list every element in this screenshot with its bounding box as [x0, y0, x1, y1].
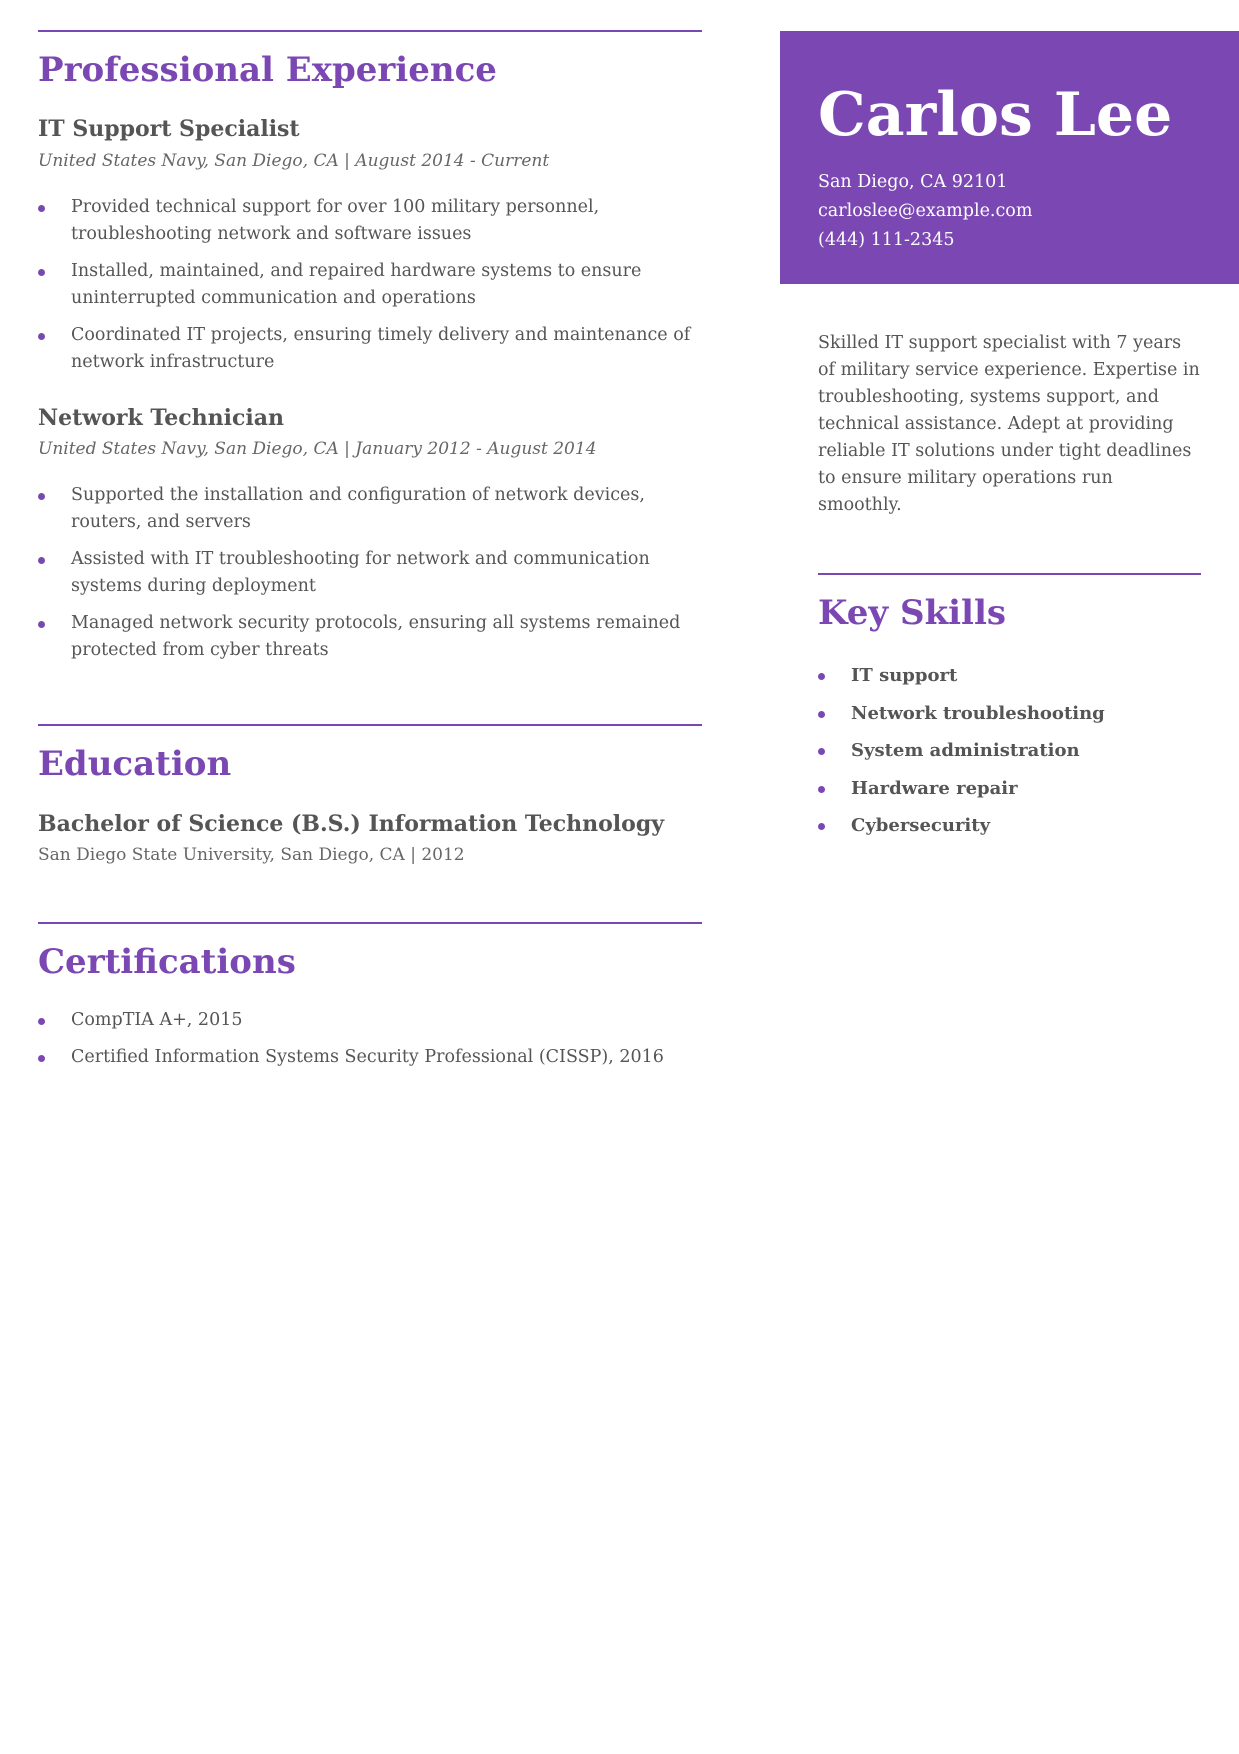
section-title-experience: Professional Experience	[38, 50, 497, 90]
section-title-education: Education	[38, 744, 232, 785]
contact-phone: (444) 111-2345	[818, 230, 955, 250]
skills-list	[818, 662, 1201, 839]
name-header	[780, 31, 1239, 284]
school-info: San Diego State University, San Diego, CA | 2012	[38, 845, 465, 866]
job-title: IT Support Specialist	[38, 116, 300, 143]
degree-title: Bachelor of Science (B.S.) Information Technology	[38, 810, 664, 837]
education-section	[38, 724, 702, 868]
skill-item: Cybersecurity	[818, 812, 1201, 839]
job-meta: United States Navy, San Diego, CA | January 2012 - August 2014	[38, 439, 597, 460]
certification-item: Certified Information Systems Security Professional (CISSP), 2016	[38, 1044, 702, 1071]
job-title: Network Technician	[38, 404, 284, 431]
right-column	[780, 31, 1239, 850]
section-title-certifications: Certifications	[38, 941, 296, 982]
skill-item: IT support	[818, 662, 1201, 689]
job-entry	[38, 115, 702, 375]
bullet-item: Coordinated IT projects, ensuring timely delivery and maintenance of network infrastructure	[38, 322, 702, 376]
skill-item: Hardware repair	[818, 775, 1201, 802]
contact-info	[818, 168, 1201, 255]
section-title-skills: Key Skills	[818, 593, 1007, 633]
candidate-name: Carlos Lee	[818, 80, 1173, 150]
bullet-item: Provided technical support for over 100 military personnel, troubleshooting network and software issues	[38, 194, 702, 248]
bullet-item: Assisted with IT troubleshooting for network and communication systems during deployment	[38, 546, 702, 600]
profile-summary: Skilled IT support specialist with 7 years of military service experience. Expertise in troubleshooting, systems support, and technical assistance. Adept at providing reliable IT solutions under tight deadlines to ensure military operations run smoothly.	[818, 333, 1200, 515]
job-bullets	[38, 482, 702, 664]
job-bullets	[38, 194, 702, 376]
experience-section	[38, 30, 702, 664]
bullet-item: Supported the installation and configuration of network devices, routers, and servers	[38, 482, 702, 536]
certifications-section	[38, 922, 702, 1071]
skill-item: Network troubleshooting	[818, 700, 1201, 727]
skill-item: System administration	[818, 737, 1201, 764]
skills-section	[818, 573, 1201, 839]
certification-list	[38, 1007, 702, 1071]
job-entry	[38, 404, 702, 664]
contact-email[interactable]: carloslee@example.com	[818, 201, 1033, 221]
contact-location: San Diego, CA 92101	[818, 172, 1008, 192]
bullet-item: Managed network security protocols, ensuring all systems remained protected from cyber threats	[38, 610, 702, 664]
job-meta: United States Navy, San Diego, CA | August 2014 - Current	[38, 150, 550, 171]
left-column	[38, 30, 702, 1081]
bullet-item: Installed, maintained, and repaired hardware systems to ensure uninterrupted communication and operations	[38, 258, 702, 312]
certification-item: CompTIA A+, 2015	[38, 1007, 702, 1034]
